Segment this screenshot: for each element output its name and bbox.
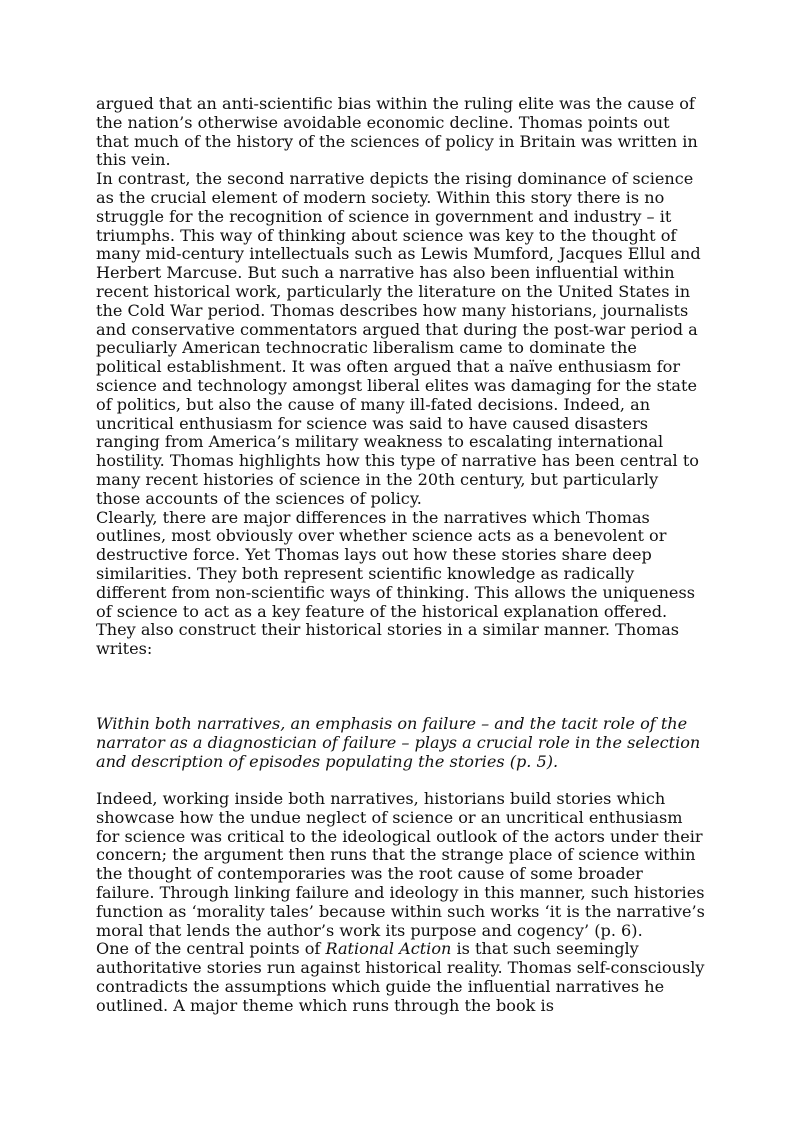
document-page — [96, 95, 706, 1016]
paragraph-narrative-differences: Clearly, there are major differences in the narratives which Thomas outlines, most obviously over whether science acts as a benevolent or destructive force. Yet Thomas lays out how these stories share deep similarities. They both represent scientific knowledge as radically different from non-scientific ways of thinking. This allows the uniqueness of science to act as a key feature of the historical explanation offered. They also construct their historical stories in a similar manner. Thomas writes: — [96, 507, 695, 659]
block-quote: Within both narratives, an emphasis on failure – and the tacit role of the narrator as a diagnostician of failure – plays a crucial role in the selection and description of episodes populating the stories (p. 5). — [96, 713, 701, 771]
paragraph-second-narrative: In contrast, the second narrative depicts the rising dominance of science as the crucial element of modern society. Within this story there is no struggle for the recognition of science in government and industry – it triumphs. This way of thinking about science was key to the thought of many mid-century intellectuals such as Lewis Mumford, Jacques Ellul and Herbert Marcuse. But such a narrative has also been influential within recent historical work, particularly the literature on the United States in the Cold War period. Thomas describes how many historians, journalists and conservative commentators argued that during the post-war period a peculiarly American technocratic liberalism came to dominate the political establishment. It was often argued that a naïve enthusiasm for science and technology amongst liberal elites was damaging for the state of politics, but also the cause of many ill-fated decisions. Indeed, an uncritical enthusiasm for science was said to have caused disasters ranging from America’s military weakness to escalating international hostility. Thomas highlights how this type of narrative has been central to many recent histories of science in the 20th century, but particularly those accounts of the sciences of policy. — [96, 169, 701, 508]
paragraph-economic-decline: argued that an anti-scientific bias within the ruling elite was the cause of the nation’s otherwise avoidable economic decline. Thomas points out that much of the history of the sciences of policy in Britain was written in this vein. — [96, 94, 698, 170]
paragraph-rational-action — [96, 940, 706, 1015]
paragraph-rest-text: is that such seemingly authoritative stories run against historical reality. Thomas self-consciously contradicts the assumptions which guide the influential narratives he outlined. A major theme which runs through the book is — [96, 939, 705, 1015]
paragraph-morality-tales: Indeed, working inside both narratives, historians build stories which showcase how the undue neglect of science or an uncritical enthusiasm for science was critical to the ideological outlook of the actors under their concern; the argument then runs that the strange place of science within the thought of contemporaries was the root cause of some broader failure. Through linking failure and ideology in this manner, such histories function as ‘morality tales’ because within such works ‘it is the narrative’s moral that lends the author’s work its purpose and cogency’ (p. 6). — [96, 789, 705, 940]
paragraph-lead-text: One of the central points of — [96, 939, 326, 959]
book-title: Rational Action — [325, 939, 452, 959]
